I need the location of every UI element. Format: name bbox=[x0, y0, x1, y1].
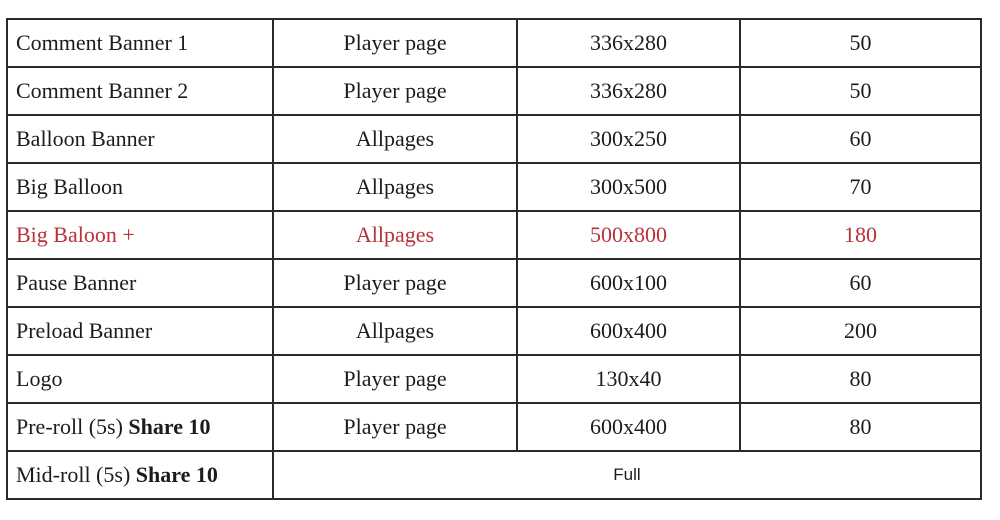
ad-name-cell: Comment Banner 2 bbox=[7, 67, 273, 115]
price-cell: 50 bbox=[740, 19, 981, 67]
highlighted-table-row bbox=[7, 211, 981, 259]
ad-pricing-table-container bbox=[6, 18, 980, 500]
share-label: Share 10 bbox=[135, 462, 218, 487]
share-label: Share 10 bbox=[128, 414, 211, 439]
placement-cell: Player page bbox=[273, 355, 517, 403]
table-row bbox=[7, 307, 981, 355]
size-cell: 600x100 bbox=[517, 259, 740, 307]
placement-cell: Allpages bbox=[273, 307, 517, 355]
merged-full-cell: Full bbox=[273, 451, 981, 499]
price-cell: 80 bbox=[740, 403, 981, 451]
table-row bbox=[7, 115, 981, 163]
placement-cell: Player page bbox=[273, 67, 517, 115]
size-cell: 600x400 bbox=[517, 307, 740, 355]
size-cell: 130x40 bbox=[517, 355, 740, 403]
price-cell: 60 bbox=[740, 115, 981, 163]
table-row bbox=[7, 163, 981, 211]
ad-name-cell: Big Balloon bbox=[7, 163, 273, 211]
size-cell: 600x400 bbox=[517, 403, 740, 451]
size-cell: 500x800 bbox=[517, 211, 740, 259]
ad-name-cell: Big Baloon + bbox=[7, 211, 273, 259]
table-row bbox=[7, 403, 981, 451]
price-cell: 60 bbox=[740, 259, 981, 307]
ad-name-text: Pre-roll (5s) bbox=[16, 414, 123, 439]
price-cell: 180 bbox=[740, 211, 981, 259]
table-row bbox=[7, 451, 981, 499]
placement-cell: Allpages bbox=[273, 211, 517, 259]
ad-name-cell: Balloon Banner bbox=[7, 115, 273, 163]
size-cell: 300x500 bbox=[517, 163, 740, 211]
ad-name-cell bbox=[7, 451, 273, 499]
table-row bbox=[7, 19, 981, 67]
table-row bbox=[7, 259, 981, 307]
price-cell: 70 bbox=[740, 163, 981, 211]
ad-name-cell: Comment Banner 1 bbox=[7, 19, 273, 67]
ad-name-cell bbox=[7, 403, 273, 451]
price-cell: 200 bbox=[740, 307, 981, 355]
placement-cell: Player page bbox=[273, 259, 517, 307]
table-row bbox=[7, 67, 981, 115]
size-cell: 300x250 bbox=[517, 115, 740, 163]
ad-name-cell: Preload Banner bbox=[7, 307, 273, 355]
placement-cell: Player page bbox=[273, 403, 517, 451]
ad-name-cell: Logo bbox=[7, 355, 273, 403]
ad-pricing-table bbox=[6, 18, 982, 500]
ad-name-cell: Pause Banner bbox=[7, 259, 273, 307]
placement-cell: Allpages bbox=[273, 163, 517, 211]
placement-cell: Allpages bbox=[273, 115, 517, 163]
price-cell: 80 bbox=[740, 355, 981, 403]
placement-cell: Player page bbox=[273, 19, 517, 67]
table-row bbox=[7, 355, 981, 403]
size-cell: 336x280 bbox=[517, 67, 740, 115]
price-cell: 50 bbox=[740, 67, 981, 115]
ad-name-text: Mid-roll (5s) bbox=[16, 462, 131, 487]
size-cell: 336x280 bbox=[517, 19, 740, 67]
